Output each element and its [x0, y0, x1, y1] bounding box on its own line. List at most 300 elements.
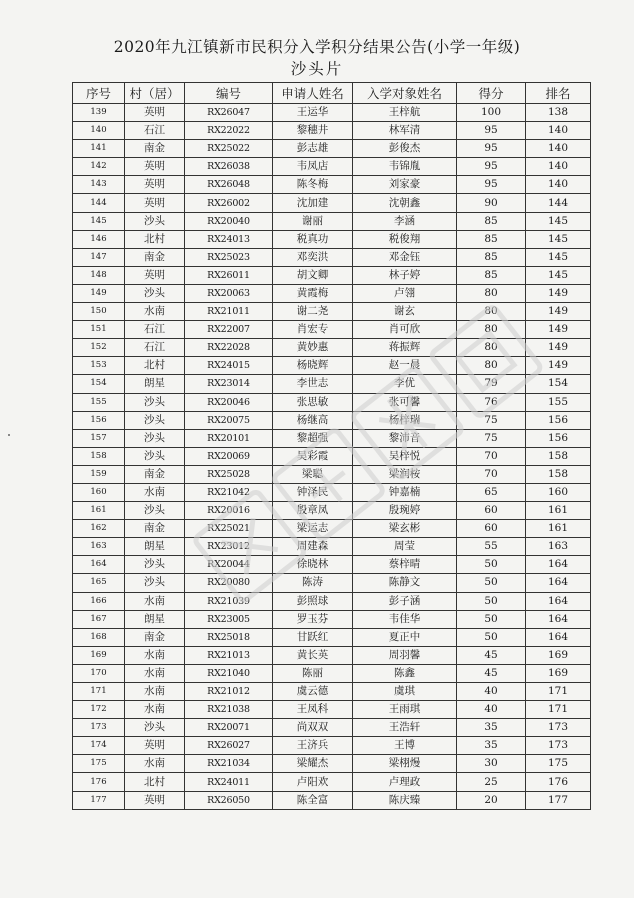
cell-village: 沙头 — [125, 447, 185, 465]
header-rank: 排名 — [526, 83, 591, 104]
cell-score: 75 — [457, 411, 526, 429]
table-row — [73, 158, 591, 176]
cell-score: 50 — [457, 610, 526, 628]
cell-village: 英明 — [125, 104, 185, 122]
table-row — [73, 393, 591, 411]
cell-student: 肖可欣 — [353, 321, 457, 339]
cell-seq: 140 — [73, 122, 125, 140]
header-seq: 序号 — [73, 83, 125, 104]
cell-code: RX26027 — [185, 737, 273, 755]
cell-student: 陈庆臻 — [353, 791, 457, 809]
cell-rank: 149 — [526, 339, 591, 357]
cell-seq: 139 — [73, 104, 125, 122]
cell-applicant: 杨继高 — [273, 411, 353, 429]
cell-village: 朗星 — [125, 375, 185, 393]
header-student: 入学对象姓名 — [353, 83, 457, 104]
cell-seq: 172 — [73, 701, 125, 719]
cell-code: RX20016 — [185, 502, 273, 520]
cell-student: 李涵 — [353, 212, 457, 230]
cell-student: 杨梓瑞 — [353, 411, 457, 429]
cell-student: 钟嘉楠 — [353, 483, 457, 501]
cell-score: 45 — [457, 664, 526, 682]
cell-applicant: 陈冬梅 — [273, 176, 353, 194]
cell-seq: 142 — [73, 158, 125, 176]
cell-code: RX22007 — [185, 321, 273, 339]
cell-score: 79 — [457, 375, 526, 393]
cell-score: 85 — [457, 248, 526, 266]
cell-student: 韦锦胤 — [353, 158, 457, 176]
cell-seq: 153 — [73, 357, 125, 375]
cell-student: 林军清 — [353, 122, 457, 140]
cell-score: 95 — [457, 158, 526, 176]
table-row — [73, 284, 591, 302]
cell-score: 100 — [457, 104, 526, 122]
cell-seq: 161 — [73, 502, 125, 520]
cell-code: RX20046 — [185, 393, 273, 411]
cell-rank: 140 — [526, 140, 591, 158]
cell-score: 60 — [457, 520, 526, 538]
cell-student: 卢理政 — [353, 773, 457, 791]
cell-seq: 166 — [73, 592, 125, 610]
cell-rank: 138 — [526, 104, 591, 122]
document-subtitle: 沙头片 — [290, 60, 344, 78]
cell-seq: 149 — [73, 284, 125, 302]
cell-applicant: 胡文卿 — [273, 266, 353, 284]
table-row — [73, 230, 591, 248]
cell-village: 南金 — [125, 520, 185, 538]
cell-code: RX26048 — [185, 176, 273, 194]
cell-applicant: 沈加建 — [273, 194, 353, 212]
cell-rank: 177 — [526, 791, 591, 809]
cell-applicant: 虞云德 — [273, 683, 353, 701]
cell-code: RX25022 — [185, 140, 273, 158]
cell-seq: 164 — [73, 556, 125, 574]
cell-rank: 176 — [526, 773, 591, 791]
cell-code: RX21040 — [185, 664, 273, 682]
cell-applicant: 杨晓辉 — [273, 357, 353, 375]
table-row — [73, 104, 591, 122]
cell-rank: 140 — [526, 158, 591, 176]
table-row — [73, 791, 591, 809]
cell-student: 卢翎 — [353, 284, 457, 302]
cell-applicant: 殷章凤 — [273, 502, 353, 520]
cell-village: 沙头 — [125, 719, 185, 737]
cell-applicant: 陈涛 — [273, 574, 353, 592]
cell-applicant: 黄妙惠 — [273, 339, 353, 357]
table-row — [73, 194, 591, 212]
cell-code: RX20040 — [185, 212, 273, 230]
table-row — [73, 429, 591, 447]
cell-seq: 154 — [73, 375, 125, 393]
cell-score: 85 — [457, 230, 526, 248]
table-row — [73, 556, 591, 574]
cell-village: 北村 — [125, 773, 185, 791]
cell-village: 英明 — [125, 176, 185, 194]
cell-village: 石江 — [125, 122, 185, 140]
cell-village: 南金 — [125, 465, 185, 483]
cell-applicant: 黎穗井 — [273, 122, 353, 140]
cell-student: 夏正中 — [353, 628, 457, 646]
table-row — [73, 592, 591, 610]
cell-seq: 160 — [73, 483, 125, 501]
cell-applicant: 周建森 — [273, 538, 353, 556]
cell-code: RX26002 — [185, 194, 273, 212]
cell-code: RX21013 — [185, 646, 273, 664]
cell-score: 50 — [457, 556, 526, 574]
table-row — [73, 483, 591, 501]
cell-code: RX26011 — [185, 266, 273, 284]
cell-seq: 157 — [73, 429, 125, 447]
cell-code: RX21038 — [185, 701, 273, 719]
cell-applicant: 罗玉芬 — [273, 610, 353, 628]
cell-seq: 163 — [73, 538, 125, 556]
cell-rank: 145 — [526, 266, 591, 284]
cell-seq: 150 — [73, 303, 125, 321]
cell-code: RX21039 — [185, 592, 273, 610]
cell-seq: 146 — [73, 230, 125, 248]
cell-rank: 173 — [526, 737, 591, 755]
cell-seq: 152 — [73, 339, 125, 357]
cell-rank: 156 — [526, 411, 591, 429]
cell-code: RX24011 — [185, 773, 273, 791]
cell-score: 50 — [457, 628, 526, 646]
cell-village: 朗星 — [125, 610, 185, 628]
cell-applicant: 黎超强 — [273, 429, 353, 447]
cell-village: 石江 — [125, 339, 185, 357]
cell-code: RX20101 — [185, 429, 273, 447]
cell-code: RX20071 — [185, 719, 273, 737]
cell-village: 英明 — [125, 737, 185, 755]
cell-student: 虞琪 — [353, 683, 457, 701]
cell-student: 黎沛音 — [353, 429, 457, 447]
cell-seq: 169 — [73, 646, 125, 664]
cell-applicant: 梁聪 — [273, 465, 353, 483]
cell-student: 林子婷 — [353, 266, 457, 284]
cell-applicant: 王运华 — [273, 104, 353, 122]
cell-score: 90 — [457, 194, 526, 212]
cell-village: 北村 — [125, 357, 185, 375]
table-row — [73, 520, 591, 538]
cell-seq: 151 — [73, 321, 125, 339]
cell-score: 45 — [457, 646, 526, 664]
header-applicant: 申请人姓名 — [273, 83, 353, 104]
cell-rank: 145 — [526, 230, 591, 248]
cell-score: 50 — [457, 592, 526, 610]
cell-rank: 140 — [526, 176, 591, 194]
cell-score: 40 — [457, 701, 526, 719]
table-row — [73, 646, 591, 664]
cell-student: 陈鑫 — [353, 664, 457, 682]
table-row — [73, 357, 591, 375]
cell-applicant: 梁耀杰 — [273, 755, 353, 773]
table-row — [73, 538, 591, 556]
cell-village: 水南 — [125, 755, 185, 773]
table-body — [73, 104, 591, 810]
cell-applicant: 李世志 — [273, 375, 353, 393]
cell-score: 95 — [457, 140, 526, 158]
cell-score: 55 — [457, 538, 526, 556]
cell-village: 沙头 — [125, 556, 185, 574]
cell-rank: 173 — [526, 719, 591, 737]
cell-code: RX20044 — [185, 556, 273, 574]
cell-applicant: 王凤科 — [273, 701, 353, 719]
cell-village: 沙头 — [125, 284, 185, 302]
cell-score: 25 — [457, 773, 526, 791]
cell-rank: 164 — [526, 592, 591, 610]
cell-student: 王雨琪 — [353, 701, 457, 719]
cell-rank: 164 — [526, 610, 591, 628]
cell-rank: 171 — [526, 683, 591, 701]
cell-score: 85 — [457, 212, 526, 230]
cell-seq: 167 — [73, 610, 125, 628]
cell-student: 蔡梓晴 — [353, 556, 457, 574]
cell-village: 南金 — [125, 628, 185, 646]
cell-code: RX26050 — [185, 791, 273, 809]
cell-seq: 162 — [73, 520, 125, 538]
cell-seq: 141 — [73, 140, 125, 158]
cell-village: 英明 — [125, 266, 185, 284]
cell-code: RX26047 — [185, 104, 273, 122]
cell-seq: 165 — [73, 574, 125, 592]
cell-rank: 149 — [526, 303, 591, 321]
cell-rank: 164 — [526, 574, 591, 592]
cell-student: 赵一晨 — [353, 357, 457, 375]
cell-applicant: 吴彩霞 — [273, 447, 353, 465]
cell-score: 70 — [457, 447, 526, 465]
cell-applicant: 黄霞梅 — [273, 284, 353, 302]
cell-student: 沈朝鑫 — [353, 194, 457, 212]
cell-village: 沙头 — [125, 574, 185, 592]
header-village: 村（居） — [125, 83, 185, 104]
cell-seq: 177 — [73, 791, 125, 809]
cell-score: 40 — [457, 683, 526, 701]
cell-applicant: 张思敏 — [273, 393, 353, 411]
table-row — [73, 719, 591, 737]
cell-village: 水南 — [125, 683, 185, 701]
table-row — [73, 465, 591, 483]
cell-rank: 145 — [526, 212, 591, 230]
header-score: 得分 — [457, 83, 526, 104]
cell-applicant: 税真功 — [273, 230, 353, 248]
cell-code: RX25018 — [185, 628, 273, 646]
table-row — [73, 303, 591, 321]
cell-score: 80 — [457, 303, 526, 321]
cell-rank: 145 — [526, 248, 591, 266]
table-row — [73, 773, 591, 791]
cell-rank: 149 — [526, 284, 591, 302]
cell-applicant: 黄长英 — [273, 646, 353, 664]
cell-student: 梁润桉 — [353, 465, 457, 483]
cell-village: 沙头 — [125, 393, 185, 411]
table-row — [73, 664, 591, 682]
table-row — [73, 610, 591, 628]
cell-rank: 163 — [526, 538, 591, 556]
cell-code: RX21012 — [185, 683, 273, 701]
cell-code: RX20063 — [185, 284, 273, 302]
cell-village: 水南 — [125, 483, 185, 501]
cell-student: 王博 — [353, 737, 457, 755]
cell-applicant: 韦凤店 — [273, 158, 353, 176]
cell-village: 南金 — [125, 248, 185, 266]
cell-student: 税俊翔 — [353, 230, 457, 248]
cell-student: 王浩轩 — [353, 719, 457, 737]
table-row — [73, 447, 591, 465]
cell-student: 殷琬婷 — [353, 502, 457, 520]
table-row — [73, 737, 591, 755]
cell-student: 韦佳华 — [353, 610, 457, 628]
cell-village: 沙头 — [125, 411, 185, 429]
cell-village: 英明 — [125, 194, 185, 212]
cell-village: 沙头 — [125, 502, 185, 520]
table-row — [73, 266, 591, 284]
cell-applicant: 彭照球 — [273, 592, 353, 610]
cell-code: RX22028 — [185, 339, 273, 357]
cell-seq: 155 — [73, 393, 125, 411]
cell-village: 石江 — [125, 321, 185, 339]
cell-code: RX23014 — [185, 375, 273, 393]
cell-score: 30 — [457, 755, 526, 773]
cell-student: 邓金钰 — [353, 248, 457, 266]
cell-score: 35 — [457, 719, 526, 737]
cell-code: RX22022 — [185, 122, 273, 140]
table-row — [73, 339, 591, 357]
table-row — [73, 140, 591, 158]
cell-seq: 148 — [73, 266, 125, 284]
cell-student: 彭俊杰 — [353, 140, 457, 158]
table-row — [73, 411, 591, 429]
cell-student: 王梓航 — [353, 104, 457, 122]
cell-seq: 171 — [73, 683, 125, 701]
cell-score: 35 — [457, 737, 526, 755]
cell-seq: 175 — [73, 755, 125, 773]
cell-applicant: 钟泽民 — [273, 483, 353, 501]
cell-code: RX25028 — [185, 465, 273, 483]
cell-applicant: 彭志雄 — [273, 140, 353, 158]
cell-rank: 161 — [526, 502, 591, 520]
table-row — [73, 212, 591, 230]
cell-applicant: 陈全富 — [273, 791, 353, 809]
cell-code: RX23005 — [185, 610, 273, 628]
cell-rank: 144 — [526, 194, 591, 212]
cell-village: 水南 — [125, 592, 185, 610]
cell-applicant: 徐晓林 — [273, 556, 353, 574]
cell-rank: 154 — [526, 375, 591, 393]
cell-student: 周莹 — [353, 538, 457, 556]
cell-score: 70 — [457, 465, 526, 483]
table-row — [73, 683, 591, 701]
cell-applicant: 卢阳欢 — [273, 773, 353, 791]
table-row — [73, 248, 591, 266]
cell-applicant: 梁运志 — [273, 520, 353, 538]
cell-rank: 164 — [526, 628, 591, 646]
cell-applicant: 王济兵 — [273, 737, 353, 755]
cell-code: RX20069 — [185, 447, 273, 465]
cell-village: 沙头 — [125, 212, 185, 230]
cell-applicant: 谢丽 — [273, 212, 353, 230]
cell-student: 刘家豪 — [353, 176, 457, 194]
cell-applicant: 陈丽 — [273, 664, 353, 682]
cell-student: 彭子涵 — [353, 592, 457, 610]
cell-code: RX26038 — [185, 158, 273, 176]
cell-student: 陈静文 — [353, 574, 457, 592]
cell-score: 75 — [457, 429, 526, 447]
cell-village: 水南 — [125, 701, 185, 719]
cell-code: RX24013 — [185, 230, 273, 248]
table-header-row — [73, 83, 591, 104]
table-row — [73, 701, 591, 719]
cell-student: 梁栩熳 — [353, 755, 457, 773]
cell-score: 80 — [457, 339, 526, 357]
cell-applicant: 邓奕洪 — [273, 248, 353, 266]
cell-applicant: 甘跃红 — [273, 628, 353, 646]
scan-speck — [8, 434, 10, 436]
cell-rank: 161 — [526, 520, 591, 538]
cell-applicant: 肖宏专 — [273, 321, 353, 339]
cell-student: 周羽馨 — [353, 646, 457, 664]
cell-village: 英明 — [125, 791, 185, 809]
cell-village: 水南 — [125, 303, 185, 321]
cell-score: 80 — [457, 284, 526, 302]
cell-score: 85 — [457, 266, 526, 284]
document-title: 2020年九江镇新市民积分入学积分结果公告(小学一年级) — [113, 38, 521, 56]
cell-seq: 147 — [73, 248, 125, 266]
cell-code: RX20075 — [185, 411, 273, 429]
table-row — [73, 375, 591, 393]
cell-score: 76 — [457, 393, 526, 411]
table-row — [73, 176, 591, 194]
cell-seq: 176 — [73, 773, 125, 791]
cell-village: 水南 — [125, 664, 185, 682]
cell-score: 60 — [457, 502, 526, 520]
cell-rank: 140 — [526, 122, 591, 140]
cell-student: 张可馨 — [353, 393, 457, 411]
cell-seq: 174 — [73, 737, 125, 755]
cell-code: RX21042 — [185, 483, 273, 501]
cell-seq: 158 — [73, 447, 125, 465]
cell-rank: 164 — [526, 556, 591, 574]
cell-score: 95 — [457, 122, 526, 140]
cell-student: 蒋振辉 — [353, 339, 457, 357]
cell-score: 80 — [457, 357, 526, 375]
cell-rank: 160 — [526, 483, 591, 501]
cell-village: 英明 — [125, 158, 185, 176]
cell-code: RX25021 — [185, 520, 273, 538]
score-table — [72, 82, 591, 810]
cell-code: RX24015 — [185, 357, 273, 375]
cell-seq: 168 — [73, 628, 125, 646]
cell-seq: 145 — [73, 212, 125, 230]
table-row — [73, 628, 591, 646]
cell-rank: 169 — [526, 646, 591, 664]
cell-student: 吴梓悦 — [353, 447, 457, 465]
cell-applicant: 尚双双 — [273, 719, 353, 737]
cell-code: RX20080 — [185, 574, 273, 592]
cell-rank: 149 — [526, 321, 591, 339]
cell-score: 65 — [457, 483, 526, 501]
cell-rank: 171 — [526, 701, 591, 719]
cell-rank: 158 — [526, 465, 591, 483]
table-row — [73, 502, 591, 520]
cell-code: RX23012 — [185, 538, 273, 556]
cell-village: 沙头 — [125, 429, 185, 447]
cell-score: 20 — [457, 791, 526, 809]
cell-code: RX21011 — [185, 303, 273, 321]
cell-rank: 175 — [526, 755, 591, 773]
cell-seq: 144 — [73, 194, 125, 212]
cell-student: 李优 — [353, 375, 457, 393]
cell-village: 朗星 — [125, 538, 185, 556]
cell-seq: 156 — [73, 411, 125, 429]
